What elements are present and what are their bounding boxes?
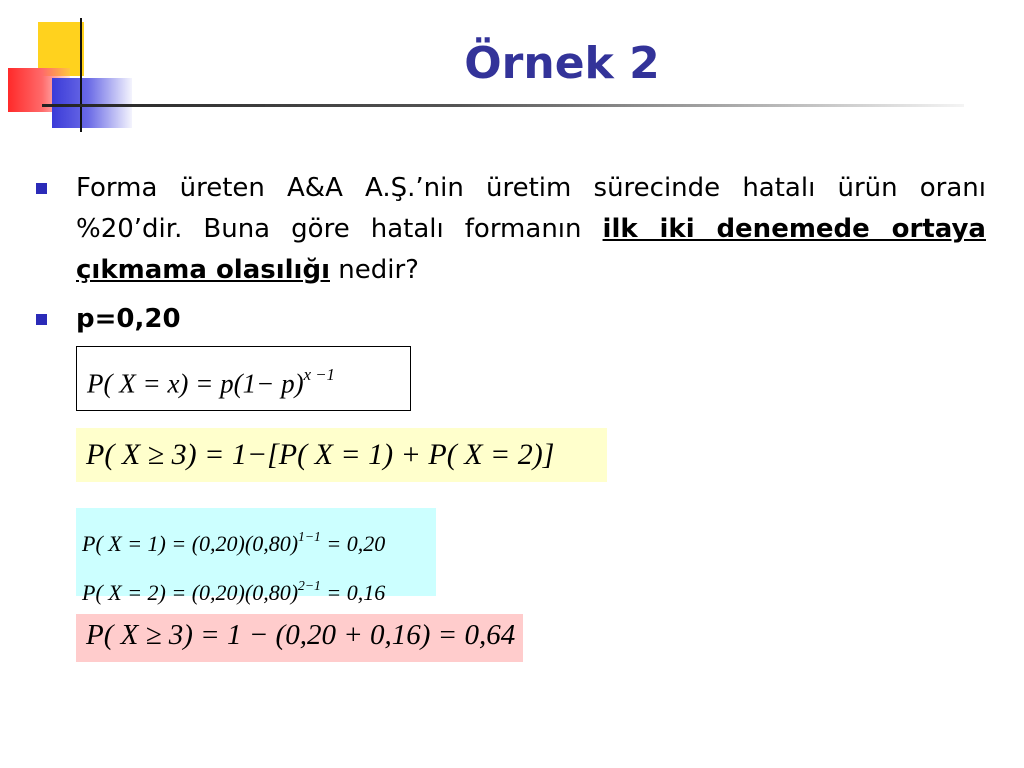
computation-formulas — [76, 508, 436, 606]
computation-1-lhs: P( X = 1) = (0,20)(0,80) — [82, 531, 299, 557]
result-formula — [76, 614, 523, 662]
computation-1-rhs: = 0,20 — [320, 531, 386, 557]
blue-square — [52, 78, 132, 128]
probability-value: p=0,20 — [76, 304, 181, 334]
computation-2-lhs: P( X = 2) = (0,20)(0,80) — [82, 580, 299, 606]
computation-line-1 — [82, 516, 436, 565]
bullet-probability — [36, 299, 986, 340]
geometric-pmf-formula — [76, 346, 411, 411]
bullet-list — [36, 168, 986, 340]
computation-2-rhs: = 0,16 — [320, 580, 386, 606]
question-emphasis: ilk iki denemede ortaya çıkmama olasılığı — [76, 214, 986, 285]
pmf-exponent: x −1 — [303, 365, 335, 384]
computation-1-exponent: 1−1 — [298, 529, 321, 544]
title-divider — [42, 104, 964, 107]
bullet-question — [36, 168, 986, 291]
bullet-marker-icon — [36, 183, 47, 194]
vertical-rule — [80, 18, 82, 132]
decorative-logo — [0, 0, 140, 140]
slide-title: Örnek 2 — [464, 38, 660, 89]
complement-formula — [76, 428, 607, 482]
computation-line-2 — [82, 565, 436, 614]
bullet-marker-icon — [36, 314, 47, 325]
question-text: Forma üreten A&A A.Ş.’nin üretim sürecinde hatalı ürün oranı %20’dir. Buna göre hatalı formanın — [76, 173, 986, 244]
result-text: P( X ≥ 3) = 1 − (0,20 + 0,16) = 0,64 — [86, 619, 516, 651]
question-text-end: nedir? — [330, 255, 419, 285]
computation-2-exponent: 2−1 — [298, 578, 321, 594]
pmf-lhs: P( X = x) = p(1− p) — [87, 368, 304, 399]
complement-text: P( X ≥ 3) = 1−[P( X = 1) + P( X = 2)] — [86, 438, 555, 471]
